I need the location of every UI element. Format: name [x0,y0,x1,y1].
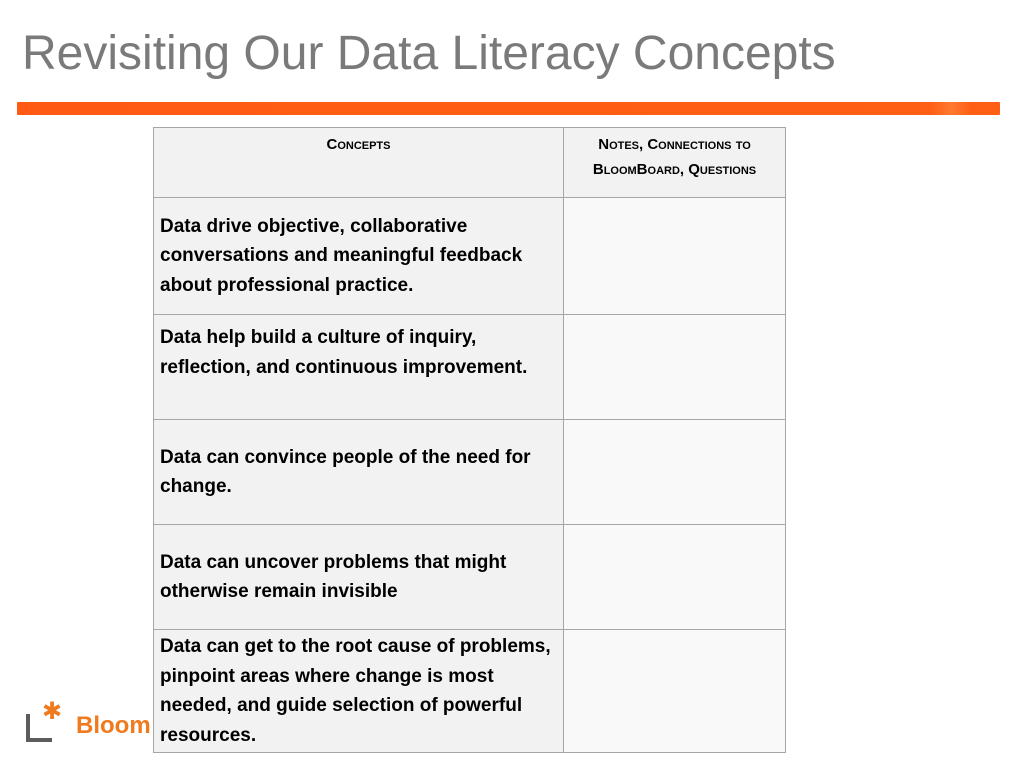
table-row [154,630,786,753]
bloomboard-logo [24,698,151,748]
slide-title: Revisiting Our Data Literacy Concepts [22,27,836,80]
notes-cell[interactable] [564,630,786,753]
concept-cell: Data help build a culture of inquiry, reflection, and continuous improvement. [154,315,564,420]
notes-cell[interactable] [564,525,786,630]
accent-bar [17,102,1000,115]
concept-cell: Data can get to the root cause of problems, pinpoint areas where change is most needed, and guide selection of powerful resources. [154,630,564,753]
header-notes: Notes, Connections to BloomBoard, Questions [564,128,786,198]
logo-text: Bloom [76,712,151,739]
concept-cell: Data can uncover problems that might otherwise remain invisible [154,525,564,630]
header-concepts: Concepts [154,128,564,198]
bloomboard-logo-icon [24,698,68,748]
notes-cell[interactable] [564,315,786,420]
concept-cell: Data drive objective, collaborative conversations and meaningful feedback about professional practice. [154,198,564,315]
notes-cell[interactable] [564,420,786,525]
table-header-row [154,128,786,198]
concept-cell: Data can convince people of the need for change. [154,420,564,525]
logo-star-icon: ✱ [42,698,63,725]
table-row [154,315,786,420]
concepts-table [153,127,786,753]
table-row [154,525,786,630]
table-row [154,198,786,315]
notes-cell[interactable] [564,198,786,315]
table-row [154,420,786,525]
